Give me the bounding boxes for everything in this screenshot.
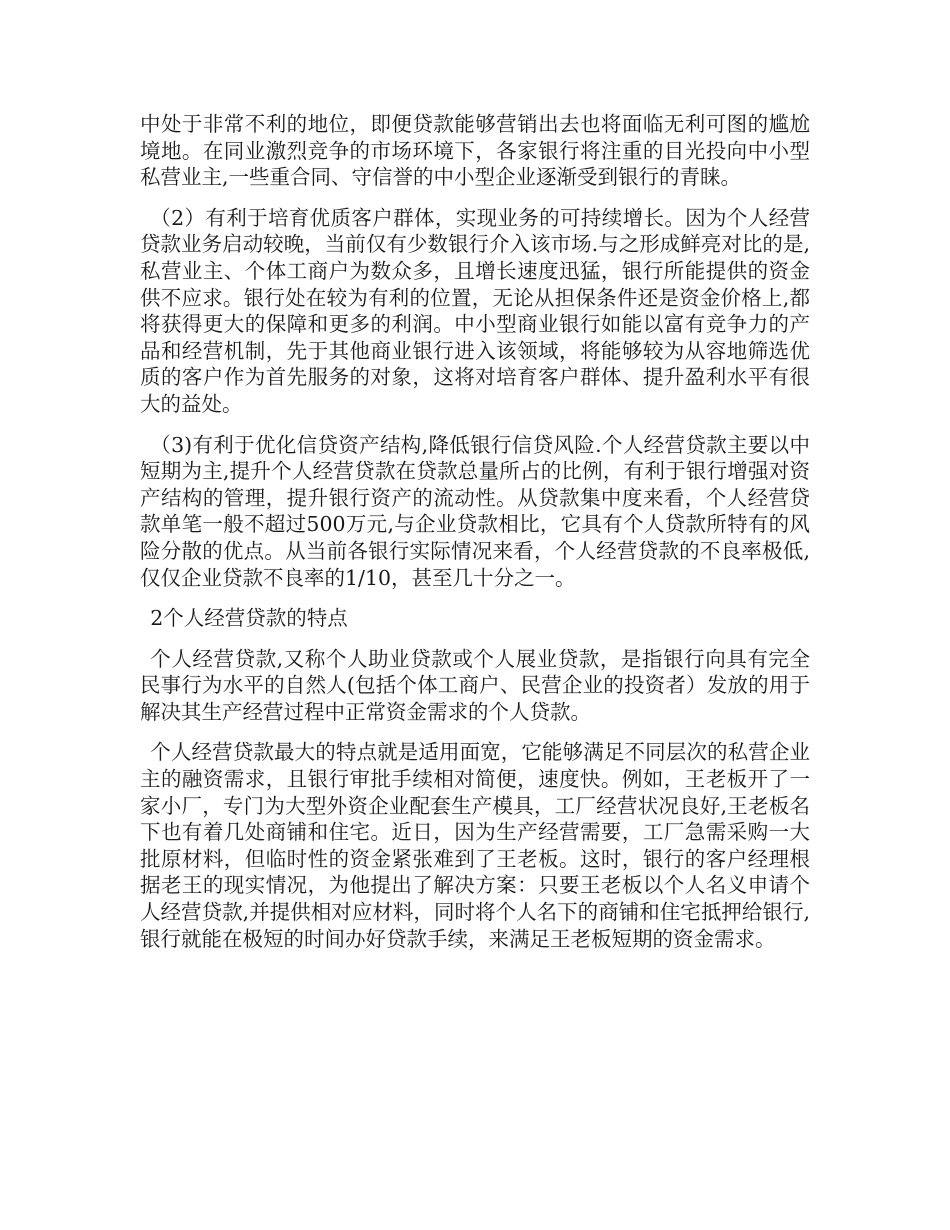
paragraph-features: 个人经营贷款最大的特点就是适用面宽，它能够满足不同层次的私营企业主的融资需求，且银行审批手续相对简便，速度快。例如，王老板开了一家小厂，专门为大型外资企业配套生产模具，工厂经营状况良好,王老板名下也有着几处商铺和住宅。近日，因为生产经营需要，工厂急需采购一大批原材料，但临时性的资金紧张难到了王老板。这时，银行的客户经理根据老王的现实情况，为他提出了解决方案：只要王老板以个人名义申请个人经营贷款,并提供相对应材料，同时将个人名下的商铺和住宅抵押给银行,银行就能在极短的时间办好贷款手续，来满足王老板短期的资金需求。 <box>140 740 810 951</box>
paragraph-definition: 个人经营贷款,又称个人助业贷款或个人展业贷款，是指银行向具有完全民事行为水平的自然人(包括个体工商户、民营企业的投资者）发放的用于解决其生产经营过程中正常资金需求的个人贷款。 <box>140 646 810 724</box>
paragraph-continuation: 中处于非常不利的地位，即便贷款能够营销出去也将面临无利可图的尴尬境地。在同业激烈竞争的市场环境下，各家银行将注重的目光投向中小型私营业主,一些重合同、守信誉的中小型企业逐渐受到银行的青睐。 <box>140 112 810 190</box>
paragraph-point-2: （2）有利于培育优质客户群体，实现业务的可持续增长。因为个人经营贷款业务启动较晚，当前仅有少数银行介入该市场.与之形成鲜亮对比的是,私营业主、个体工商户为数众多，且增长速度迅猛，银行所能提供的资金供不应求。银行处在较为有利的位置，无论从担保条件还是资金价格上,都将获得更大的保障和更多的利润。中小型商业银行如能以富有竞争力的产品和经营机制，先于其他商业银行进入该领域，将能够较为从容地筛选优质的客户作为首先服务的对象，这将对培育客户群体、提升盈利水平有很大的益处。 <box>140 205 810 416</box>
section-heading: 2个人经营贷款的特点 <box>150 606 348 631</box>
paragraph-point-3: （3)有利于优化信贷资产结构,降低银行信贷风险.个人经营贷款主要以中短期为主,提升个人经营贷款在贷款总量所占的比例，有利于银行增强对资产结构的管理，提升银行资产的流动性。从贷款集中度来看，个人经营贷款单笔一般不超过500万元,与企业贷款相比，它具有个人贷款所特有的风险分散的优点。从当前各银行实际情况来看，个人经营贷款的不良率极低,仅仅企业贷款不良率的1/10，甚至几十分之一。 <box>140 432 810 590</box>
document-body <box>140 111 810 966</box>
